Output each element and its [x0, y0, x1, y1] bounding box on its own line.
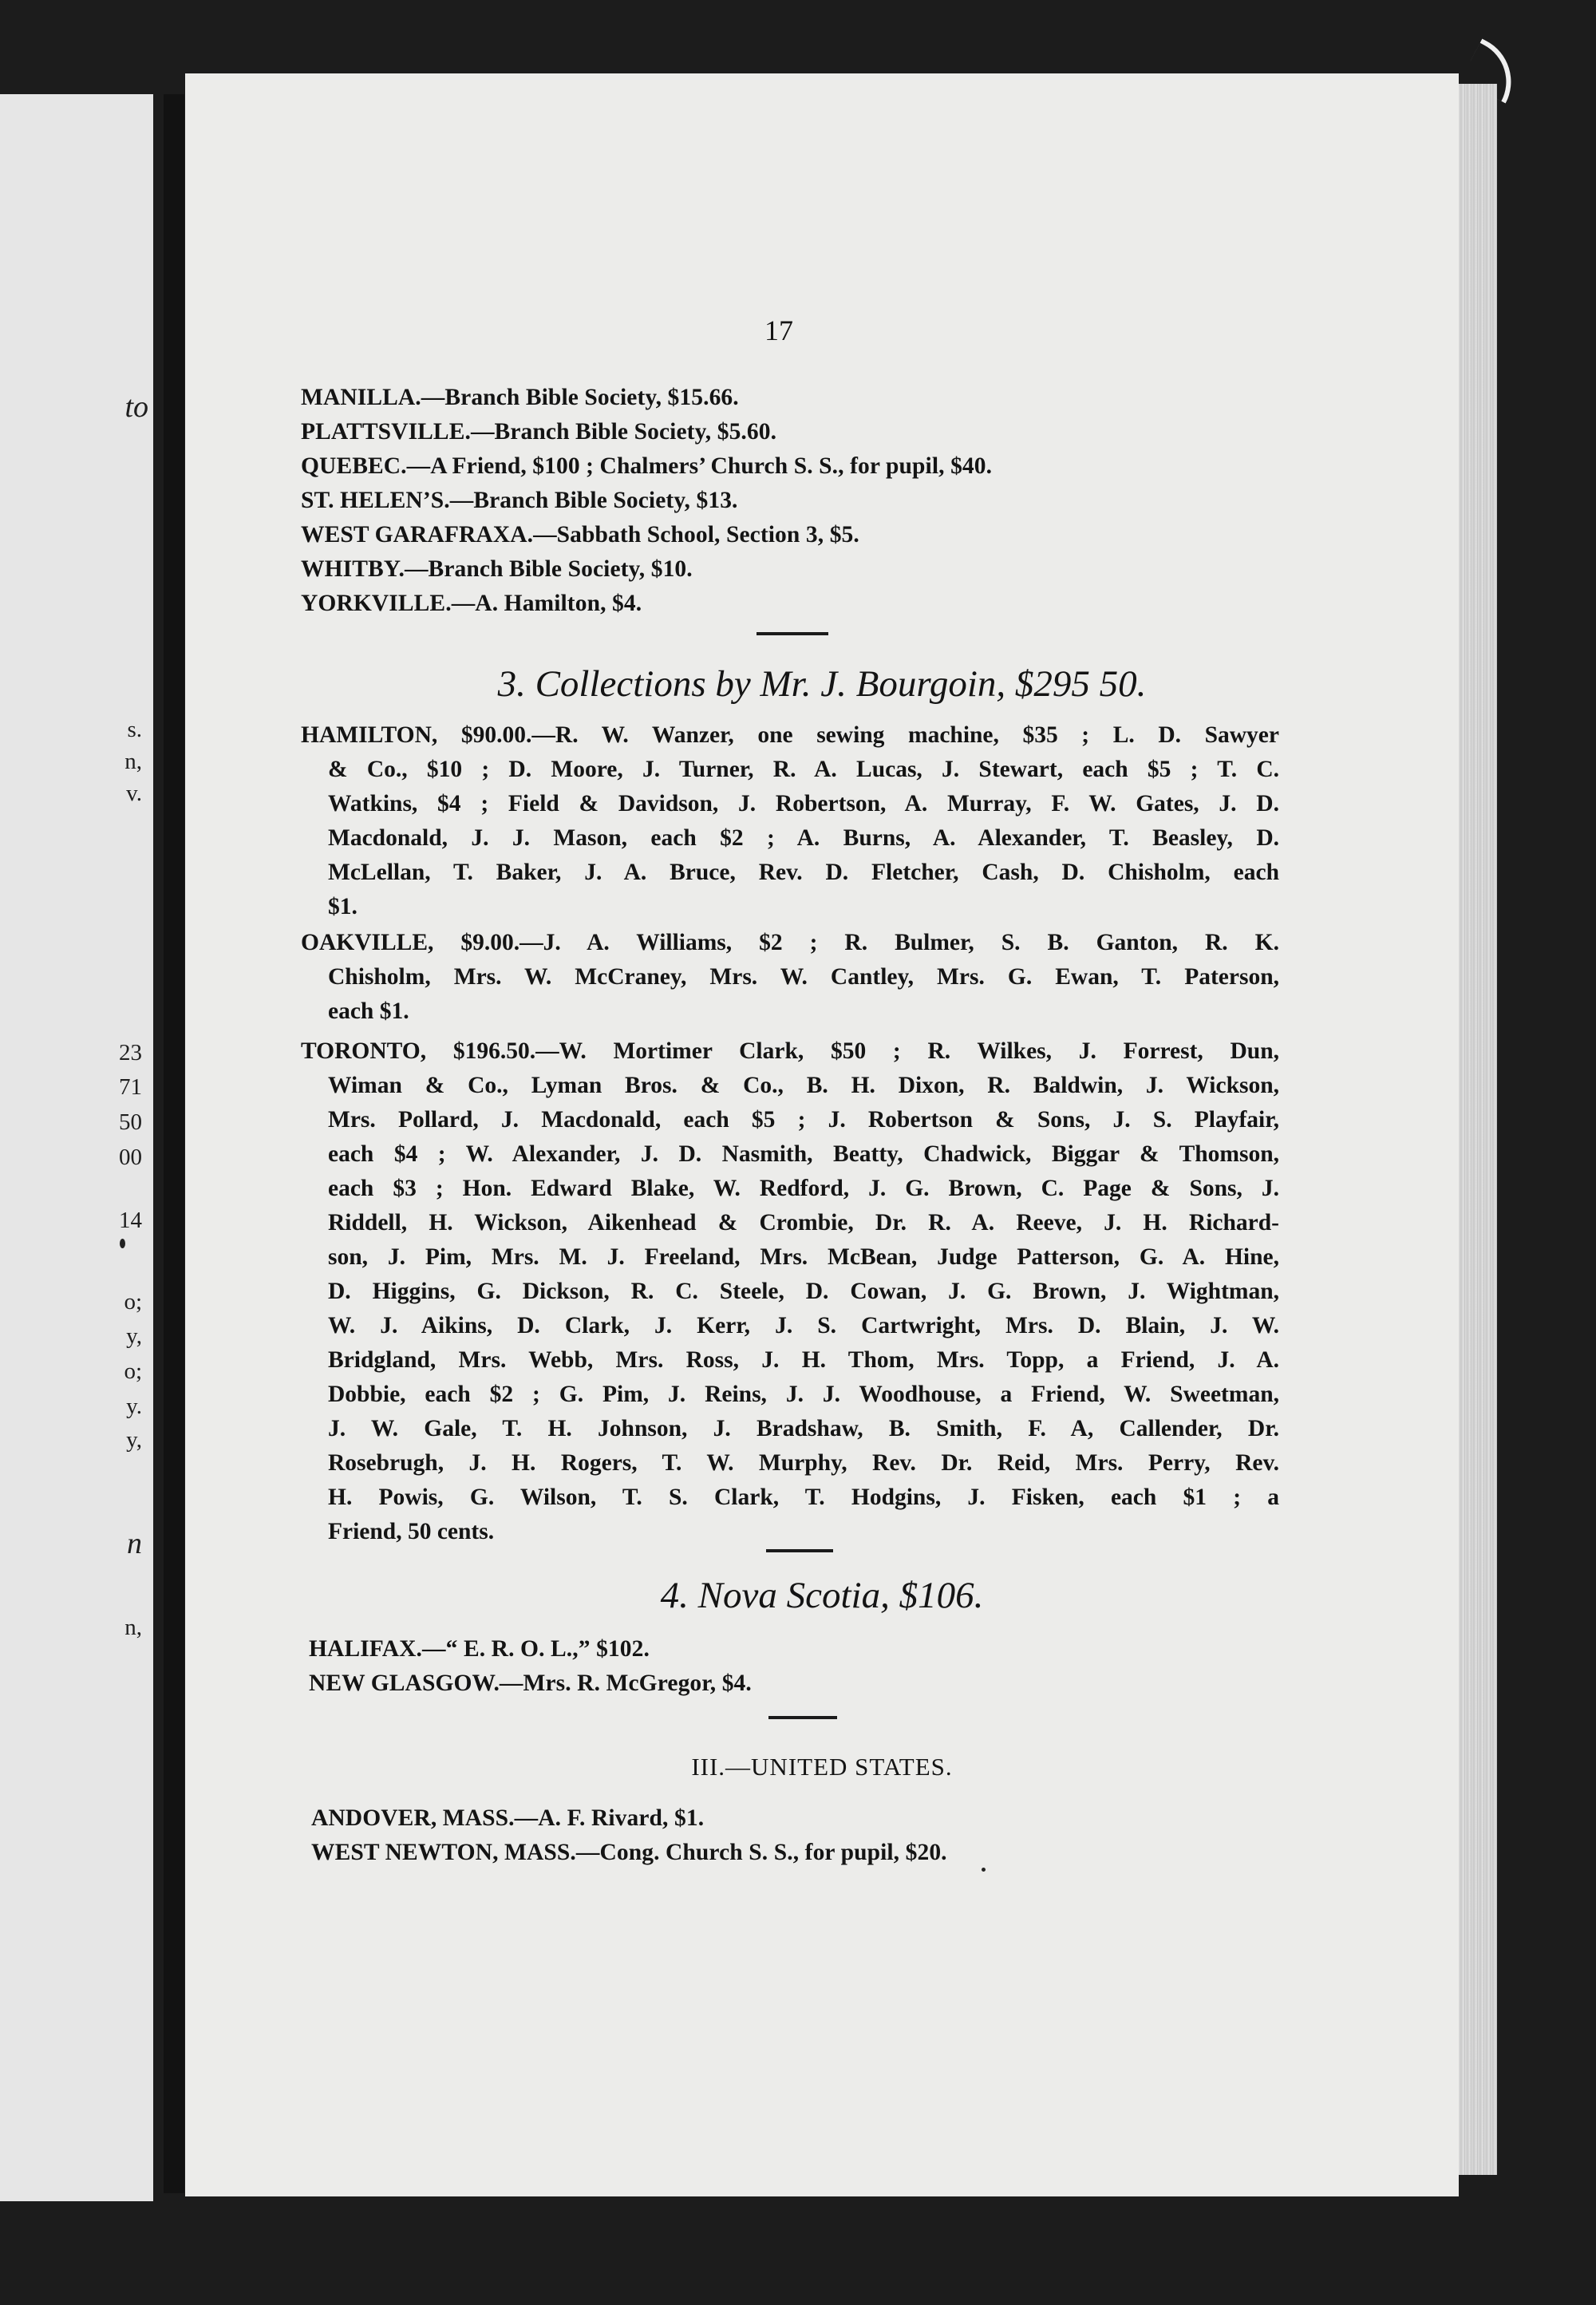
section-heading-nova-scotia: 4. Nova Scotia, $106. — [660, 1575, 984, 1616]
entry-west-garafraxa: WEST GARAFRAXA.—Sabbath School, Section 3, $5. — [301, 522, 859, 548]
text-line: Rosebrugh, J. H. Rogers, T. W. Murphy, Rev. Dr. Reid, Mrs. Perry, Rev. — [328, 1450, 1279, 1476]
entry-toronto — [301, 1034, 1279, 1549]
section-rule — [768, 1716, 837, 1719]
text-line: W. J. Aikins, D. Clark, J. Kerr, J. S. Cartwright, Mrs. D. Blain, J. W. — [328, 1313, 1279, 1338]
entry-whitby: WHITBY.—Branch Bible Society, $10. — [301, 556, 693, 582]
text-line: Dobbie, each $2 ; G. Pim, J. Reins, J. J. Woodhouse, a Friend, W. Sweetman, — [328, 1382, 1279, 1407]
entry-west-newton: WEST NEWTON, MASS.—Cong. Church S. S., for pupil, $20. — [311, 1840, 947, 1865]
text-line: Wiman & Co., Lyman Bros. & Co., B. H. Dixon, R. Baldwin, J. Wickson, — [328, 1073, 1279, 1098]
text-line: each $4 ; W. Alexander, J. D. Nasmith, Beatty, Chadwick, Biggar & Thomson, — [328, 1141, 1279, 1167]
text-line: & Co., $10 ; D. Moore, J. Turner, R. A. Lucas, J. Stewart, each $5 ; T. C. — [328, 757, 1279, 782]
section-rule — [757, 632, 828, 635]
entry-oakville — [301, 926, 1279, 1029]
left-fragment: 23 — [119, 1040, 142, 1066]
text-line: each $3 ; Hon. Edward Blake, W. Redford, J. G. Brown, C. Page & Sons, J. — [328, 1176, 1279, 1201]
page-stack-edge — [1459, 84, 1497, 2175]
text-line: $1. — [328, 894, 358, 919]
page-number: 17 — [764, 314, 793, 346]
left-fragment: n, — [124, 749, 142, 774]
text-line: son, J. Pim, Mrs. M. J. Freeland, Mrs. McBean, Judge Patterson, G. A. Hine, — [328, 1244, 1279, 1270]
left-fragment: v. — [126, 781, 142, 806]
text-line: McLellan, T. Baker, J. A. Bruce, Rev. D. Fletcher, Cash, D. Chisholm, each — [328, 860, 1279, 885]
left-fragment: n — [127, 1527, 142, 1560]
left-fragment: 71 — [119, 1074, 142, 1100]
entry-new-glasgow: NEW GLASGOW.—Mrs. R. McGregor, $4. — [309, 1670, 752, 1696]
left-fragment: o; — [124, 1358, 142, 1384]
left-fragment: s. — [127, 717, 142, 742]
text-line: Macdonald, J. J. Mason, each $2 ; A. Burns, A. Alexander, T. Beasley, D. — [328, 825, 1279, 851]
entry-hamilton — [301, 718, 1279, 924]
section-rule — [766, 1549, 833, 1552]
text-line: TORONTO, $196.50.—W. Mortimer Clark, $50 ; R. Wilkes, J. Forrest, Dun, — [301, 1038, 1279, 1064]
section-heading-bourgoin: 3. Collections by Mr. J. Bourgoin, $295 50. — [497, 663, 1147, 705]
text-line: D. Higgins, G. Dickson, R. C. Steele, D. Cowan, J. G. Brown, J. Wightman, — [328, 1279, 1279, 1304]
left-fragment: y, — [126, 1323, 142, 1349]
text-line: each $1. — [328, 998, 409, 1024]
left-fragment: o; — [124, 1289, 142, 1315]
text-line: Mrs. Pollard, J. Macdonald, each $5 ; J. Robertson & Sons, J. S. Playfair, — [328, 1107, 1279, 1133]
left-fragment: 14 — [119, 1208, 142, 1233]
text-line: Chisholm, Mrs. W. McCraney, Mrs. W. Cantley, Mrs. G. Ewan, T. Paterson, — [328, 964, 1279, 990]
entry-yorkville: YORKVILLE.—A. Hamilton, $4. — [301, 591, 642, 616]
text-line: Bridgland, Mrs. Webb, Mrs. Ross, J. H. Thom, Mrs. Topp, a Friend, J. A. — [328, 1347, 1279, 1373]
left-fragment: n, — [124, 1615, 142, 1640]
text-line: J. W. Gale, T. H. Johnson, J. Bradshaw, B. Smith, F. A, Callender, Dr. — [328, 1416, 1279, 1441]
text-line: Friend, 50 cents. — [328, 1519, 495, 1544]
left-fragment: y, — [126, 1427, 142, 1453]
entry-andover: ANDOVER, MASS.—A. F. Rivard, $1. — [311, 1805, 705, 1831]
left-fragment: to — [124, 390, 148, 424]
previous-page-edge — [0, 94, 153, 2201]
text-line: Riddell, H. Wickson, Aikenhead & Crombie, Dr. R. A. Reeve, J. H. Richard- — [328, 1210, 1279, 1236]
left-fragment: 00 — [119, 1145, 142, 1170]
entry-halifax: HALIFAX.—“ E. R. O. L.,” $102. — [309, 1636, 650, 1662]
text-line: HAMILTON, $90.00.—R. W. Wanzer, one sewing machine, $35 ; L. D. Sawyer — [301, 722, 1279, 748]
ink-speck — [120, 1239, 125, 1248]
text-line: Watkins, $4 ; Field & Davidson, J. Robertson, A. Murray, F. W. Gates, J. D. — [328, 791, 1279, 816]
left-fragment: 50 — [119, 1109, 142, 1135]
entry-manilla: MANILLA.—Branch Bible Society, $15.66. — [301, 385, 739, 410]
entry-st-helens: ST. HELEN’S.—Branch Bible Society, $13. — [301, 488, 738, 513]
ink-speck — [982, 1868, 986, 1872]
text-line: H. Powis, G. Wilson, T. S. Clark, T. Hodgins, J. Fisken, each $1 ; a — [328, 1485, 1279, 1510]
section-heading-united-states: III.—UNITED STATES. — [691, 1753, 953, 1781]
left-fragment: y. — [126, 1394, 142, 1419]
entry-quebec: QUEBEC.—A Friend, $100 ; Chalmers’ Church S. S., for pupil, $40. — [301, 453, 993, 479]
entry-plattsville: PLATTSVILLE.—Branch Bible Society, $5.60. — [301, 419, 777, 445]
page-gutter — [164, 94, 184, 2193]
text-line: OAKVILLE, $9.00.—J. A. Williams, $2 ; R. Bulmer, S. B. Ganton, R. K. — [301, 930, 1279, 955]
